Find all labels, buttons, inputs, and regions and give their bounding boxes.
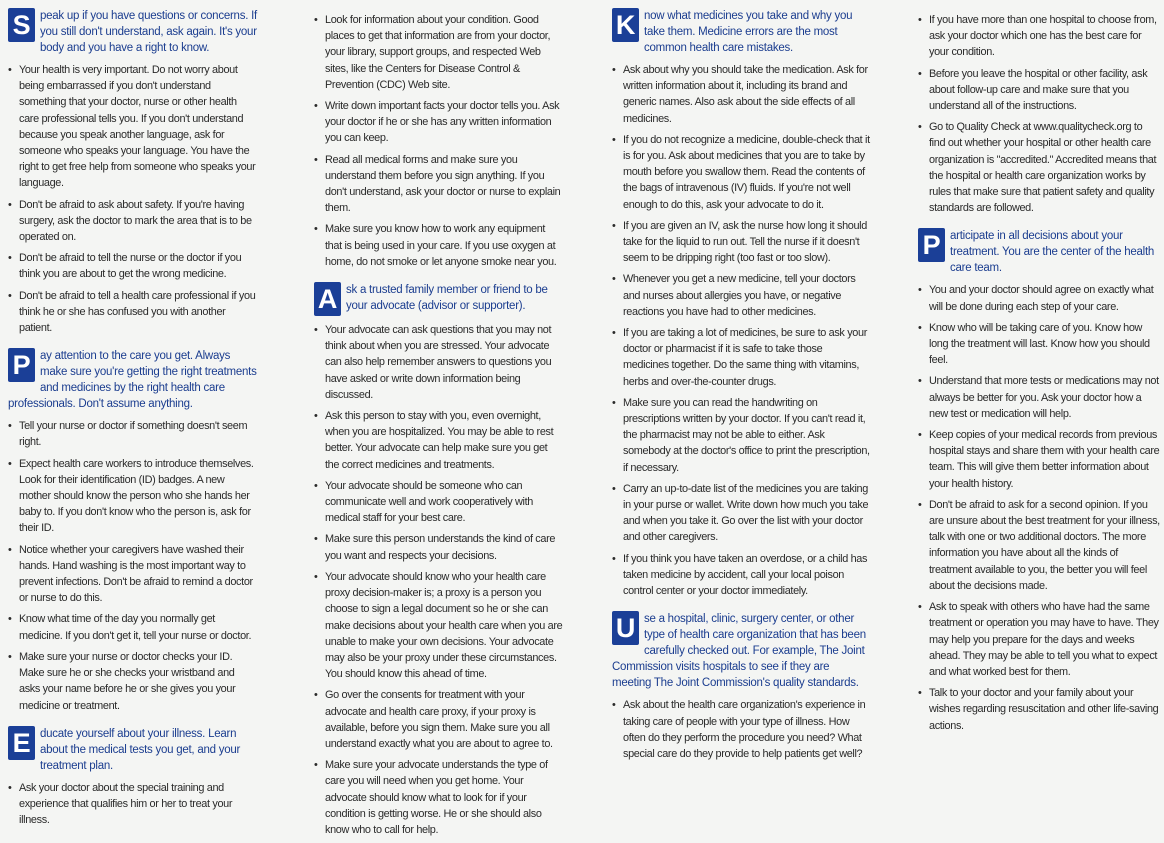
section-heading: [8, 726, 258, 774]
bullet-item: • Ask your doctor about the special training and experience that qualifies him or her to treat your illness.: [8, 780, 258, 829]
bullet-item: • Make sure you can read the handwriting on prescriptions written by your doctor. If you can't read it, the pharmacist may not be able to either. Ask somebody at the doctor's office to print the prescription, if necessary.: [612, 395, 870, 476]
heading-text: articipate in all decisions about your treatment. You are the center of the health care team.: [950, 230, 1155, 275]
section: [8, 8, 258, 336]
bullet-item: • If you think you have taken an overdose, or a child has taken medicine by accident, call your local poison control center or your doctor immediately.: [612, 551, 870, 600]
bullet-item: • If you are given an IV, ask the nurse how long it should take for the liquid to run out. Tell the nurse if it doesn't seem to be dripping right (too fast or too slow).: [612, 218, 870, 267]
bullet-item: • Don't be afraid to tell the nurse or the doctor if you think you are about to get the wrong medicine.: [8, 250, 258, 282]
column-4: [918, 8, 1160, 739]
bullet-item: • Make sure your advocate understands the type of care you will need when you get home. Your advocate should know what to look for if your condition is getting worse. He or she should also know who to call for help.: [314, 757, 564, 838]
section: [8, 726, 258, 829]
bullet-list: [8, 418, 258, 713]
section: [612, 8, 870, 599]
heading-text: ay attention to the care you get. Always make sure you're getting the right treatments and medicines by the right health care professionals. Don't assume anything.: [8, 350, 257, 411]
bullet-list: [918, 12, 1160, 216]
bullet-item: • Tell your nurse or doctor if something doesn't seem right.: [8, 418, 258, 450]
drop-cap-initial: P: [8, 348, 35, 382]
section-heading: [918, 228, 1160, 276]
column-3: [612, 8, 870, 767]
bullet-item: • If you do not recognize a medicine, double-check that it is for you. Ask about medicines that you are to take by mouth before you swallow them. Read the contents of the bags of intravenous (IV) fluids. If you're not well enough to do this, ask your advocate to do it.: [612, 132, 870, 213]
bullet-item: • If you have more than one hospital to choose from, ask your doctor which one has the best care for your condition.: [918, 12, 1160, 61]
bullet-list: [612, 62, 870, 599]
section: [918, 228, 1160, 733]
bullet-item: • Know who will be taking care of you. Know how long the treatment will last. Know how you should feel.: [918, 320, 1160, 369]
column-1: [8, 8, 258, 833]
drop-cap-initial: E: [8, 726, 35, 760]
bullet-list: [612, 697, 870, 762]
section-heading: [314, 282, 564, 316]
bullet-item: • Carry an up-to-date list of the medicines you are taking in your purse or wallet. Write down how much you take and when you take it. Go over the list with your doctor and other caregivers.: [612, 481, 870, 546]
section: [918, 12, 1160, 216]
bullet-item: • Understand that more tests or medications may not always be better for you. Ask your doctor how a new test or medication will help.: [918, 373, 1160, 422]
heading-text: ducate yourself about your illness. Learn about the medical tests you get, and your treatment plan.: [40, 727, 241, 772]
bullet-item: • Expect health care workers to introduce themselves. Look for their identification (ID) badges. A new mother should know the person who she hands her baby to. If you don't know who the person is, ask for their ID.: [8, 456, 258, 537]
bullet-item: • Don't be afraid to ask for a second opinion. If you are unsure about the best treatment for your illness, talk with one or two additional doctors. The more information you have about all the kinds of treatment available to you, the better you will feel about the decisions made.: [918, 497, 1160, 594]
section: [314, 12, 564, 270]
bullet-item: • Keep copies of your medical records from previous hospital stays and share them with your health care team. This will give them better information about your health history.: [918, 427, 1160, 492]
section: [612, 611, 870, 762]
bullet-item: • Ask this person to stay with you, even overnight, when you are hospitalized. You may be able to rest better. Your advocate can help make sure you get the correct medicines and treatments.: [314, 408, 564, 473]
bullet-item: • Your health is very important. Do not worry about being embarrassed if you don't understand something that your doctor, nurse or other health care professional tells you. If you don't understand because you speak another language, ask for someone who speaks your language. You have the right to get free help from someone who speaks your language.: [8, 62, 258, 192]
heading-text: peak up if you have questions or concerns. If you still don't understand, ask again. It's your body and you have a right to know.: [40, 10, 257, 54]
section-heading: [612, 8, 870, 56]
bullet-item: • Your advocate can ask questions that you may not think about when you are stressed. Your advocate can also help remember answers to questions you have asked or write down information being discussed.: [314, 322, 564, 403]
bullet-item: • Ask about the health care organization's experience in taking care of people with your type of illness. How often do they perform the procedure you need? What special care do they provide to help patients get well?: [612, 697, 870, 762]
section: [8, 348, 258, 713]
drop-cap-initial: S: [8, 8, 35, 42]
bullet-item: • Ask to speak with others who have had the same treatment or operation you may have to have. They may help you prepare for the days and weeks ahead. They may be able to tell you what to expect and what worked best for them.: [918, 599, 1160, 680]
bullet-list: [314, 12, 564, 270]
heading-text: now what medicines you take and why you take them. Medicine errors are the most common health care mistakes.: [644, 10, 853, 54]
bullet-item: • Write down important facts your doctor tells you. Ask your doctor if he or she has any written information you can keep.: [314, 98, 564, 147]
drop-cap-initial: U: [612, 611, 639, 645]
bullet-list: [314, 322, 564, 838]
section: [314, 282, 564, 838]
bullet-item: • Notice whether your caregivers have washed their hands. Hand washing is the most important way to prevent infections. Don't be afraid to remind a doctor or nurse to do this.: [8, 542, 258, 607]
bullet-item: • You and your doctor should agree on exactly what will be done during each step of your care.: [918, 282, 1160, 314]
bullet-list: [918, 282, 1160, 733]
bullet-item: • Go over the consents for treatment with your advocate and health care proxy, if your proxy is available, before you sign them. Make sure you all understand exactly what you are about to agree to.: [314, 687, 564, 752]
bullet-item: • Talk to your doctor and your family about your wishes regarding resuscitation and other life-saving actions.: [918, 685, 1160, 734]
heading-text: sk a trusted family member or friend to be your advocate (advisor or supporter).: [346, 284, 548, 313]
section-heading: [8, 8, 258, 56]
bullet-item: • Whenever you get a new medicine, tell your doctors and nurses about allergies you have, or negative reactions you have had to other medicines.: [612, 271, 870, 320]
bullet-item: • Don't be afraid to tell a health care professional if you think he or she has confused you with another patient.: [8, 288, 258, 337]
drop-cap-initial: A: [314, 282, 341, 316]
bullet-item: • Don't be afraid to ask about safety. If you're having surgery, ask the doctor to mark the area that is to be operated on.: [8, 197, 258, 246]
bullet-item: • Make sure your nurse or doctor checks your ID. Make sure he or she checks your wristband and asks your name before he or she gives you your medicine or treatment.: [8, 649, 258, 714]
bullet-list: [8, 780, 258, 829]
section-heading: [8, 348, 258, 412]
bullet-item: • Know what time of the day you normally get medicine. If you don't get it, tell your nurse or doctor.: [8, 611, 258, 643]
bullet-item: • Before you leave the hospital or other facility, ask about follow-up care and make sure that you understand all of the instructions.: [918, 66, 1160, 115]
drop-cap-initial: K: [612, 8, 639, 42]
drop-cap-initial: P: [918, 228, 945, 262]
bullet-list: [8, 62, 258, 336]
bullet-item: • Go to Quality Check at www.qualitycheck.org to find out whether your hospital or other health care organization is "accredited." Accredited means that the hospital or health care organization works by rules that make sure that patient safety and quality standards are followed.: [918, 119, 1160, 216]
bullet-item: • Make sure this person understands the kind of care you want and respects your decisions.: [314, 531, 564, 563]
bullet-item: • Your advocate should be someone who can communicate well and work cooperatively with medical staff for your best care.: [314, 478, 564, 527]
bullet-item: • Your advocate should know who your health care proxy decision-maker is; a proxy is a person you choose to sign a legal document so he or she can make decisions about your health care when you are unable to make your own decisions. Your advocate may also be your proxy under these circumstances. You should know this ahead of time.: [314, 569, 564, 682]
bullet-item: • Ask about why you should take the medication. Ask for written information about it, including its brand and generic names. Also ask about the side effects of all medicines.: [612, 62, 870, 127]
section-heading: [612, 611, 870, 691]
bullet-item: • If you are taking a lot of medicines, be sure to ask your doctor or pharmacist if it is safe to take those medicines together. Do the same thing with vitamins, herbs and over-the-counter drugs.: [612, 325, 870, 390]
bullet-item: • Make sure you know how to work any equipment that is being used in your care. If you use oxygen at home, do not smoke or let anyone smoke near you.: [314, 221, 564, 270]
heading-text: se a hospital, clinic, surgery center, or other type of health care organization that has been carefully checked out. For example, The Joint Commission visits hospitals to see if they are meeting The Joint Commission's quality standards.: [612, 613, 866, 690]
bullet-item: • Look for information about your condition. Good places to get that information are from your doctor, your library, support groups, and respected Web sites, like the Centers for Disease Control & Prevention (CDC) Web site.: [314, 12, 564, 93]
column-2: [314, 8, 564, 843]
bullet-item: • Read all medical forms and make sure you understand them before you sign anything. If you don't understand, ask your doctor or nurse to explain them.: [314, 152, 564, 217]
